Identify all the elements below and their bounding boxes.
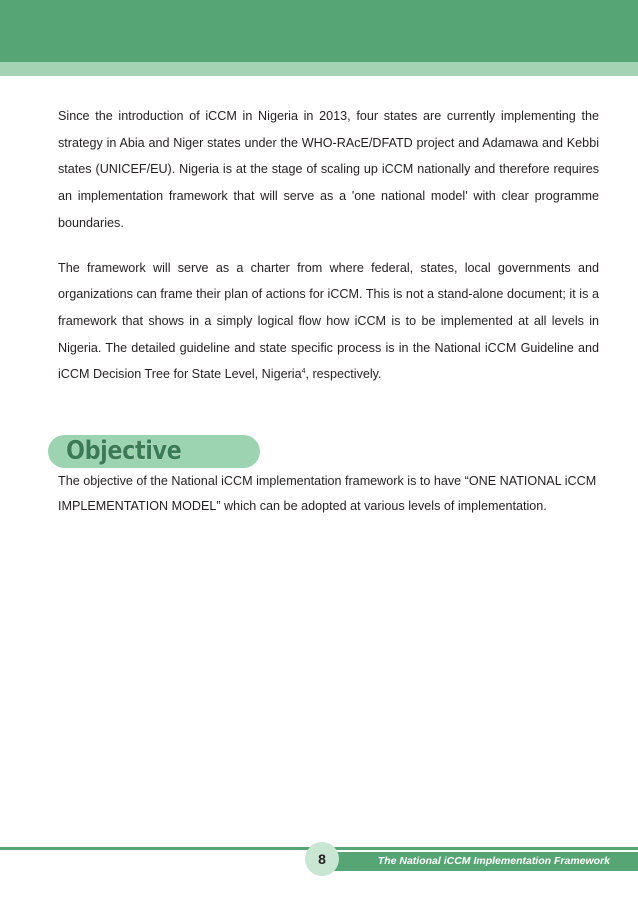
header-band	[0, 0, 638, 62]
footer-document-title: The National iCCM Implementation Framework	[377, 855, 610, 867]
body-content	[58, 103, 599, 388]
paragraph-framework-main: The framework will serve as a charter from where federal, states, local governments and organizations can frame their plan of actions for iCCM. This is not a stand-alone document; it is a framework that shows in a simply logical flow how iCCM is to be implemented at all levels in Nigeria. The detailed guideline and state specific process is in the National iCCM Guideline and iCCM Decision Tree for State Level, Nigeria	[58, 260, 599, 382]
page-number: 8	[305, 842, 339, 876]
objective-heading: Objective	[66, 436, 182, 466]
header-stripe	[0, 62, 638, 76]
paragraph-framework	[58, 255, 599, 389]
paragraph-intro: Since the introduction of iCCM in Nigeria in 2013, four states are currently implementing the strategy in Abia and Niger states under the WHO-RAcE/DFATD project and Adamawa and Kebbi states (UNICEF/EU). Nigeria is at the stage of scaling up iCCM nationally and therefore requires an implementation framework that will serve as a 'one national model' with clear programme boundaries.	[58, 109, 599, 230]
paragraph-framework-end: , respectively.	[305, 367, 382, 382]
footnote-marker: 4	[301, 368, 306, 376]
objective-text: The objective of the National iCCM implementation framework is to have “ONE NATIONAL iCCM IMPLEMENTATION MODEL” which can be adopted at various levels of implementation.	[58, 474, 597, 513]
